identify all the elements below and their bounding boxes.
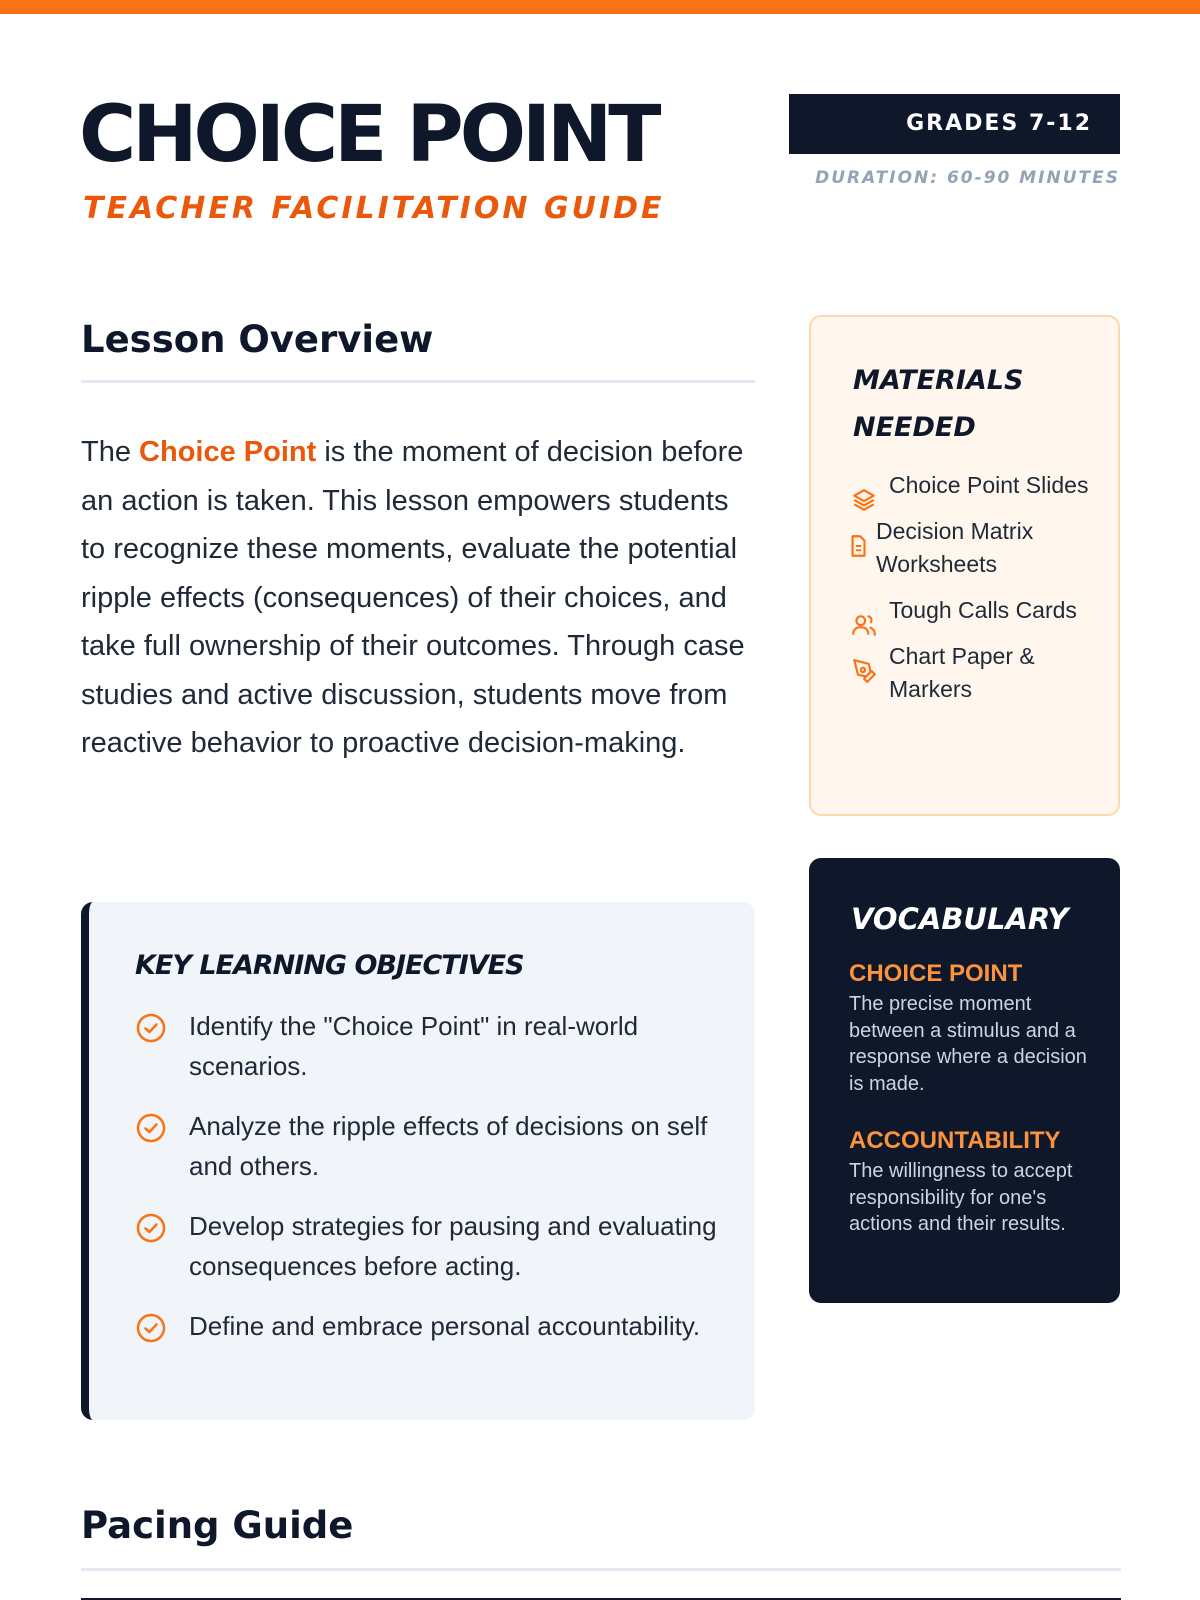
material-label: Chart Paper & Markers [889, 643, 1035, 702]
overview-text-rest: is the moment of decision before an action is taken. This lesson empowers students to recognize these moments, evaluate the potential ripple effects (consequences) of their choices, and take full ownership of their outcomes. Through case studies and active discussion, students move from reactive behavior to proactive decision-making. [81, 436, 745, 759]
pacing-divider [81, 1568, 1121, 1571]
material-label: Decision Matrix Worksheets [876, 518, 1034, 577]
overview-heading: Lesson Overview [81, 318, 434, 361]
check-circle-icon [135, 1112, 167, 1144]
objective-item [135, 1206, 725, 1286]
check-circle-icon [135, 1212, 167, 1244]
objective-item [135, 1306, 725, 1346]
layers-icon [851, 487, 877, 513]
document-title: CHOICE POINT [79, 90, 658, 180]
users-icon [851, 612, 877, 638]
objective-text: Identify the "Choice Point" in real-world scenarios. [189, 1011, 639, 1081]
pen-tool-icon [851, 658, 877, 684]
objective-item [135, 1006, 725, 1086]
vocab-term: ACCOUNTABILITY [849, 1127, 1061, 1154]
document-icon [845, 533, 871, 559]
objective-text: Define and embrace personal accountability. [189, 1311, 701, 1341]
material-item [851, 469, 1101, 502]
materials-list [851, 469, 1101, 719]
overview-text-start: The [81, 436, 140, 468]
objectives-list [135, 1006, 725, 1366]
materials-heading: MATERIALS NEEDED [853, 365, 1024, 443]
top-accent-bar [0, 0, 1200, 14]
material-label: Tough Calls Cards [889, 597, 1077, 623]
material-item [845, 515, 1101, 581]
check-circle-icon [135, 1012, 167, 1044]
pacing-heading: Pacing Guide [81, 1504, 354, 1547]
materials-panel [809, 315, 1120, 816]
overview-paragraph [81, 428, 751, 768]
overview-divider [81, 380, 755, 383]
objective-item [135, 1106, 725, 1186]
objective-text: Analyze the ripple effects of decisions on self and others. [189, 1111, 708, 1181]
check-circle-icon [135, 1312, 167, 1344]
material-item [851, 640, 1101, 706]
vocab-term: CHOICE POINT [849, 960, 1023, 987]
objective-text: Develop strategies for pausing and evaluating consequences before acting. [189, 1211, 717, 1281]
vocabulary-heading: VOCABULARY [851, 902, 1069, 936]
objectives-panel [81, 902, 755, 1420]
grades-badge: GRADES 7-12 [789, 94, 1120, 154]
material-item [851, 594, 1101, 627]
vocab-definition: The willingness to accept responsibility for one's actions and their results. [849, 1160, 1073, 1235]
document-subtitle: TEACHER FACILITATION GUIDE [83, 191, 665, 226]
material-label: Choice Point Slides [889, 472, 1089, 498]
overview-highlight: Choice Point [139, 436, 317, 468]
vocabulary-panel [809, 858, 1120, 1303]
objectives-heading: KEY LEARNING OBJECTIVES [135, 950, 524, 981]
vocab-definition: The precise moment between a stimulus and a response where a decision is made. [849, 993, 1087, 1095]
duration-label: DURATION: 60-90 MINUTES [815, 168, 1120, 188]
